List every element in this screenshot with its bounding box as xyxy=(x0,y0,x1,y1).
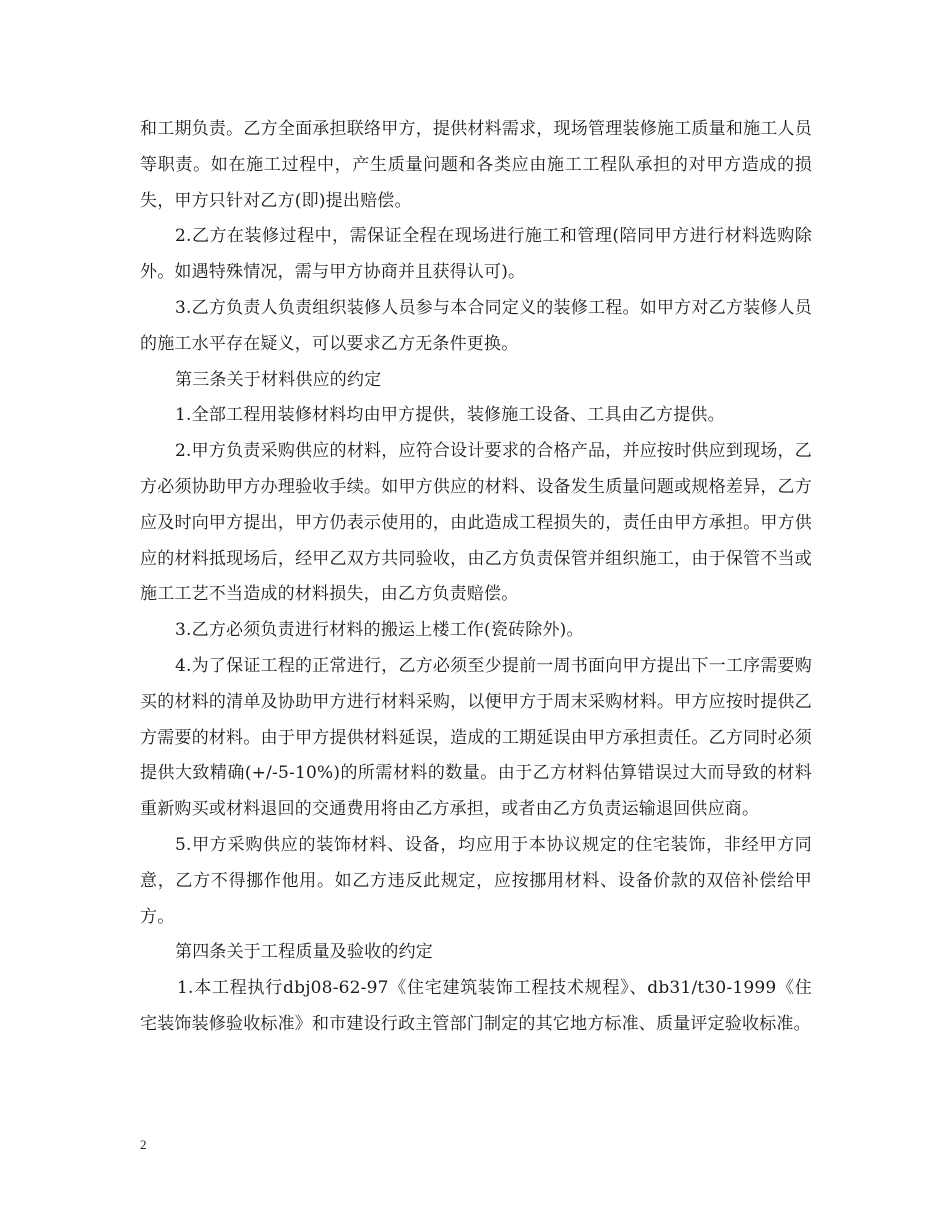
paragraph-article-4-item-1: 1.本工程执行dbj08-62-97《住宅建筑装饰工程技术规程》、db31/t30-1999《住宅装饰装修验收标准》和市建设行政主管部门制定的其它地方标准、质量评定验收标准。 xyxy=(140,978,812,1034)
section-heading-article-4: 第四条关于工程质量及验收的约定 xyxy=(175,942,433,963)
paragraph-article-3-item-2: 2.甲方负责采购供应的材料，应符合设计要求的合格产品，并应按时供应到现场，乙方必须协助甲方办理验收手续。如甲方供应的材料、设备发生质量问题或规格差异，乙方应及时向甲方提出，甲方仍表示使用的，由此造成工程损失的，责任由甲方承担。甲方供应的材料抵现场后，经甲乙双方共同验收，由乙方负责保管并组织施工，由于保管不当或施工工艺不当造成的材料损失，由乙方负责赔偿。 xyxy=(140,441,812,605)
paragraph-article-3-item-3: 3.乙方必须负责进行材料的搬运上楼工作(瓷砖除外)。 xyxy=(175,620,584,641)
paragraph-item-2: 2.乙方在装修过程中，需保证全程在现场进行施工和管理(陪同甲方进行材料选购除外。如遇特殊情况，需与甲方协商并且获得认可)。 xyxy=(140,226,812,283)
paragraph-article-3-item-5: 5.甲方采购供应的装饰材料、设备，均应用于本协议规定的住宅装饰，非经甲方同意，乙方不得挪作他用。如乙方违反此规定，应按挪用材料、设备价款的双倍补偿给甲方。 xyxy=(140,834,812,927)
paragraph-continuation: 和工期负责。乙方全面承担联络甲方，提供材料需求，现场管理装修施工质量和施工人员等职责。如在施工过程中，产生质量问题和各类应由施工工程队承担的对甲方造成的损失，甲方只针对乙方(即)提出赔偿。 xyxy=(140,119,812,211)
paragraph-article-3-item-4: 4.为了保证工程的正常进行，乙方必须至少提前一周书面向甲方提出下一工序需要购买的材料的清单及协助甲方进行材料采购，以便甲方于周末采购材料。甲方应按时提供乙方需要的材料。由于甲方提供材料延误，造成的工期延误由甲方承担责任。乙方同时必须提供大致精确(+/-5-10%)的所需材料的数量。由于乙方材料估算错误过大而导致的材料重新购买或材料退回的交通费用将由乙方承担，或者由乙方负责运输退回供应商。 xyxy=(140,655,812,820)
paragraph-item-3: 3.乙方负责人负责组织装修人员参与本合同定义的装修工程。如甲方对乙方装修人员的施工水平存在疑义，可以要求乙方无条件更换。 xyxy=(140,297,812,354)
section-heading-article-3: 第三条关于材料供应的约定 xyxy=(175,369,382,390)
page-number: 2 xyxy=(140,1137,147,1152)
document-body xyxy=(140,112,812,1043)
paragraph-article-3-item-1: 1.全部工程用装修材料均由甲方提供，装修施工设备、工具由乙方提供。 xyxy=(175,405,725,426)
